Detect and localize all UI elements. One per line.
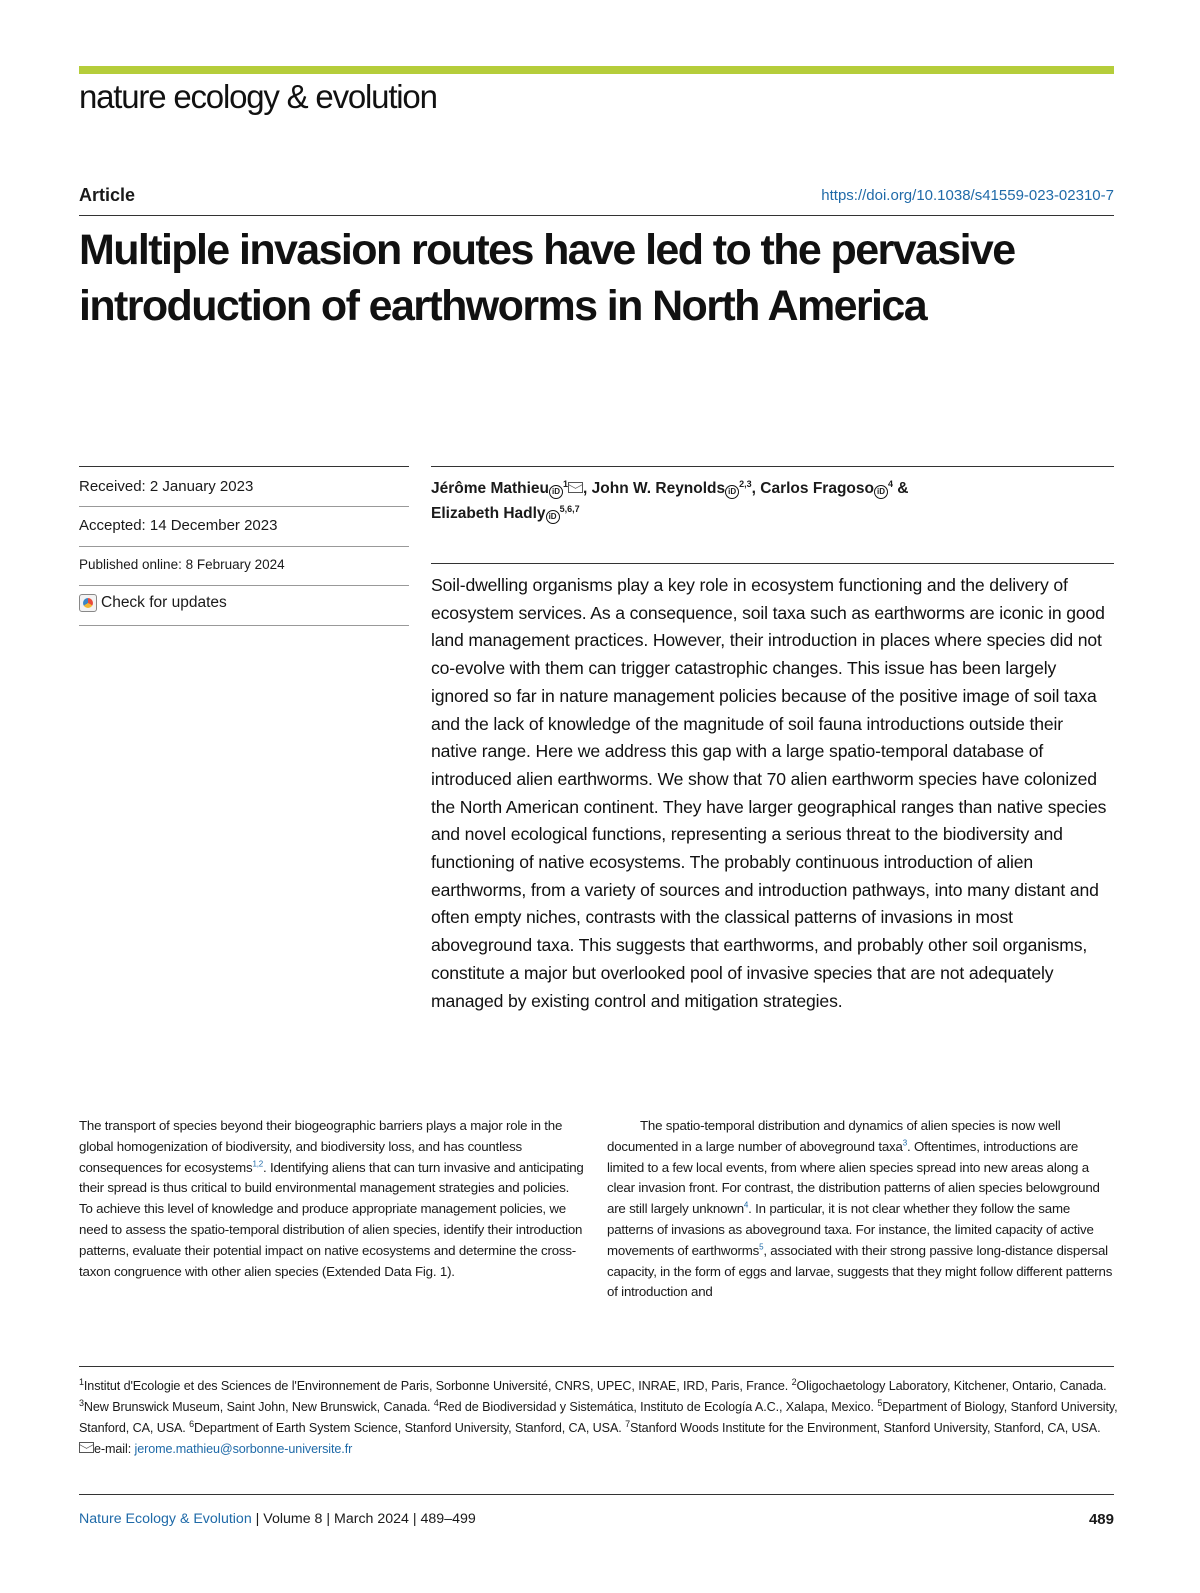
body-column-left (79, 1116, 585, 1282)
check-for-updates-button[interactable] (79, 594, 227, 612)
orcid-icon[interactable]: iD (874, 485, 888, 499)
author-separator: , (751, 480, 761, 497)
citation-ref[interactable]: 3 (902, 1138, 907, 1148)
journal-name: nature ecology & evolution (79, 78, 437, 115)
article-title: Multiple invasion routes have led to the pervasive introduction of earthworms in North America (79, 226, 1015, 330)
body-text: . Oftentimes, introductions are limited to a few local events, from where alien species spread into new areas along a clear invasion front. For contrast, the distribution patterns of alien species belowground are still largely unknown (607, 1138, 1100, 1217)
received-date: Received: 2 January 2023 (79, 478, 254, 495)
check-for-updates-label: Check for updates (101, 594, 227, 611)
body-column-right (607, 1116, 1113, 1303)
author-name[interactable]: Elizabeth Hadly (431, 505, 546, 522)
accepted-date: Accepted: 14 December 2023 (79, 517, 278, 534)
email-label: e-mail: (94, 1442, 135, 1456)
author-name[interactable]: Jérôme Mathieu (431, 480, 550, 497)
author-separator: , (583, 480, 592, 497)
footer-pages: 489–499 (420, 1511, 476, 1527)
corresponding-email-link[interactable]: jerome.mathieu@sorbonne-universite.fr (134, 1442, 353, 1456)
affiliation-ref: 2,3 (739, 478, 752, 489)
body-text: The spatio-temporal distribution and dynamics of alien species is now well documented in a large number of aboveground taxa (607, 1118, 1061, 1154)
published-date: Published online: 8 February 2024 (79, 557, 285, 572)
page-number: 489 (1088, 1511, 1114, 1528)
orcid-icon[interactable]: iD (549, 485, 563, 499)
affiliation-text: Department of Earth System Science, Stanford University, Stanford, CA, USA. (194, 1421, 622, 1435)
article-type-label: Article (79, 185, 136, 205)
meta-divider (79, 506, 409, 507)
abstract-divider (431, 563, 1114, 564)
citation-ref[interactable]: 4 (743, 1200, 749, 1210)
affiliation-text: Red de Biodiversidad y Sistemática, Instituto de Ecología A.C., Xalapa, Mexico. (438, 1400, 874, 1414)
author-name[interactable]: John W. Reynolds (591, 480, 726, 497)
doi-link[interactable]: https://doi.org/10.1038/s41559-023-02310-7 (821, 187, 1114, 204)
meta-divider-top (79, 466, 409, 467)
crossmark-icon (79, 594, 97, 612)
footer-volume: Volume 8 (263, 1511, 323, 1527)
affiliation-text: Institut d'Ecologie et des Sciences de l'Environnement de Paris, Sorbonne Université, CNRS, UPEC, INRAE, IRD, Paris, France. (83, 1379, 789, 1393)
citation-ref[interactable]: 1,2 (252, 1159, 263, 1169)
author-name[interactable]: Carlos Fragoso (760, 480, 874, 497)
affiliation-text: Stanford Woods Institute for the Environment, Stanford University, Stanford, CA, USA. (629, 1421, 1101, 1435)
body-text: The transport of species beyond their biogeographic barriers plays a major role in the global homogenization of biodiversity, and biodiversity loss, and has countless consequences for ecosystems (79, 1118, 563, 1175)
orcid-icon[interactable]: iD (725, 485, 739, 499)
affiliation-text: Department of Biology, Stanford University, Stanford, CA, USA. (79, 1400, 1118, 1435)
body-text: . Identifying aliens that can turn invasive and anticipating their spread is thus critical to build environmental management strategies and policies. To achieve this level of knowledge and produce appropriate management policies, we need to assess the spatio-temporal distribution of alien species, identify their introduction patterns, evaluate their potential impact on native ecosystems and determine the cross-taxon congruence with other alien species (Extended Data Fig. 1). (79, 1159, 584, 1279)
footer-journal-link[interactable]: Nature Ecology & Evolution (79, 1511, 252, 1527)
body-text: . In particular, it is not clear whether they follow the same patterns of invasions as aboveground taxa. For instance, the limited capacity of active movements of earthworms (607, 1201, 1094, 1258)
author-list (431, 476, 1071, 526)
author-separator: & (893, 480, 909, 497)
journal-accent-bar (79, 66, 1114, 74)
affiliation-ref: 5,6,7 (559, 503, 580, 514)
title-divider (79, 215, 1114, 216)
authors-divider-top (431, 466, 1114, 467)
body-text: , associated with their strong passive long-distance dispersal capacity, in the form of eggs and larvae, suggests that they might follow different patterns of introduction and (607, 1242, 1113, 1300)
orcid-icon[interactable]: iD (546, 510, 560, 524)
abstract: Soil-dwelling organisms play a key role in ecosystem functioning and the delivery of ecosystem services. As a consequence, soil taxa such as earthworms are iconic in good land management practices. However, their introduction in places where species did not co-evolve with them can trigger catastrophic changes. This issue has been largely ignored so far in nature management policies because of the positive image of soil taxa and the lack of knowledge of the magnitude of soil fauna introductions outside their native range. Here we address this gap with a large spatio-temporal database of introduced alien earthworms. We show that 70 alien earthworm species have colonized the North American continent. They have larger geographical ranges than native species and novel ecological functions, representing a serious threat to the biodiversity and functioning of native ecosystems. The probably continuous introduction of alien earthworms, from a variety of sources and introduction pathways, into many distant and often empty niches, contrasts with the classical patterns of invasions in most aboveground taxa. This suggests that earthworms, and probably other soil organisms, constitute a major but overlooked pool of invasive species that are not adequately managed by existing control and mitigation strategies. (431, 575, 1107, 1011)
affiliation-ref: 4 (887, 478, 893, 489)
affiliation-text: Oligochaetology Laboratory, Kitchener, Ontario, Canada. (796, 1379, 1107, 1393)
affiliations: $^1$Institut d'Ecologie et des Sciences de l'Environnement de Paris, Sorbonne Université, CNRS, UPEC, INRAE, IRD, Paris, France. $^2$Oligochaetology Laboratory, Kitchener, Ontario, Canada. $^3$New Brunswick Museum, Saint John, New Brunswick, Canada. $^4$Red de Biodiversidad y Sistemática, Instituto de Ecología A.C., Xalapa, Mexico. $^5$Department of Biology, Stanford University, Stanford, CA, USA. $^6$Department of Earth System Science, Stanford University, Stanford, CA, USA. $^7$Stanford Woods Institute for the Environment, Stanford University, Stanford, CA, USA. e-mail: jerome.mathieu@sorbonne-universite.fr (79, 1376, 1118, 1456)
affiliations-divider (79, 1366, 1114, 1367)
email-icon[interactable] (568, 482, 583, 493)
meta-divider (79, 546, 409, 547)
affiliation-ref: 1 (563, 478, 569, 489)
meta-divider (79, 585, 409, 586)
footer-divider (79, 1494, 1114, 1495)
footer-date: March 2024 (334, 1511, 409, 1527)
footer-citation: Nature Ecology & Evolution | Volume 8 | March 2024 | 489–499 (79, 1511, 476, 1527)
email-icon (79, 1442, 94, 1453)
meta-divider (79, 625, 409, 626)
affiliation-text: New Brunswick Museum, Saint John, New Brunswick, Canada. (83, 1400, 431, 1414)
citation-ref[interactable]: 5 (759, 1242, 764, 1252)
